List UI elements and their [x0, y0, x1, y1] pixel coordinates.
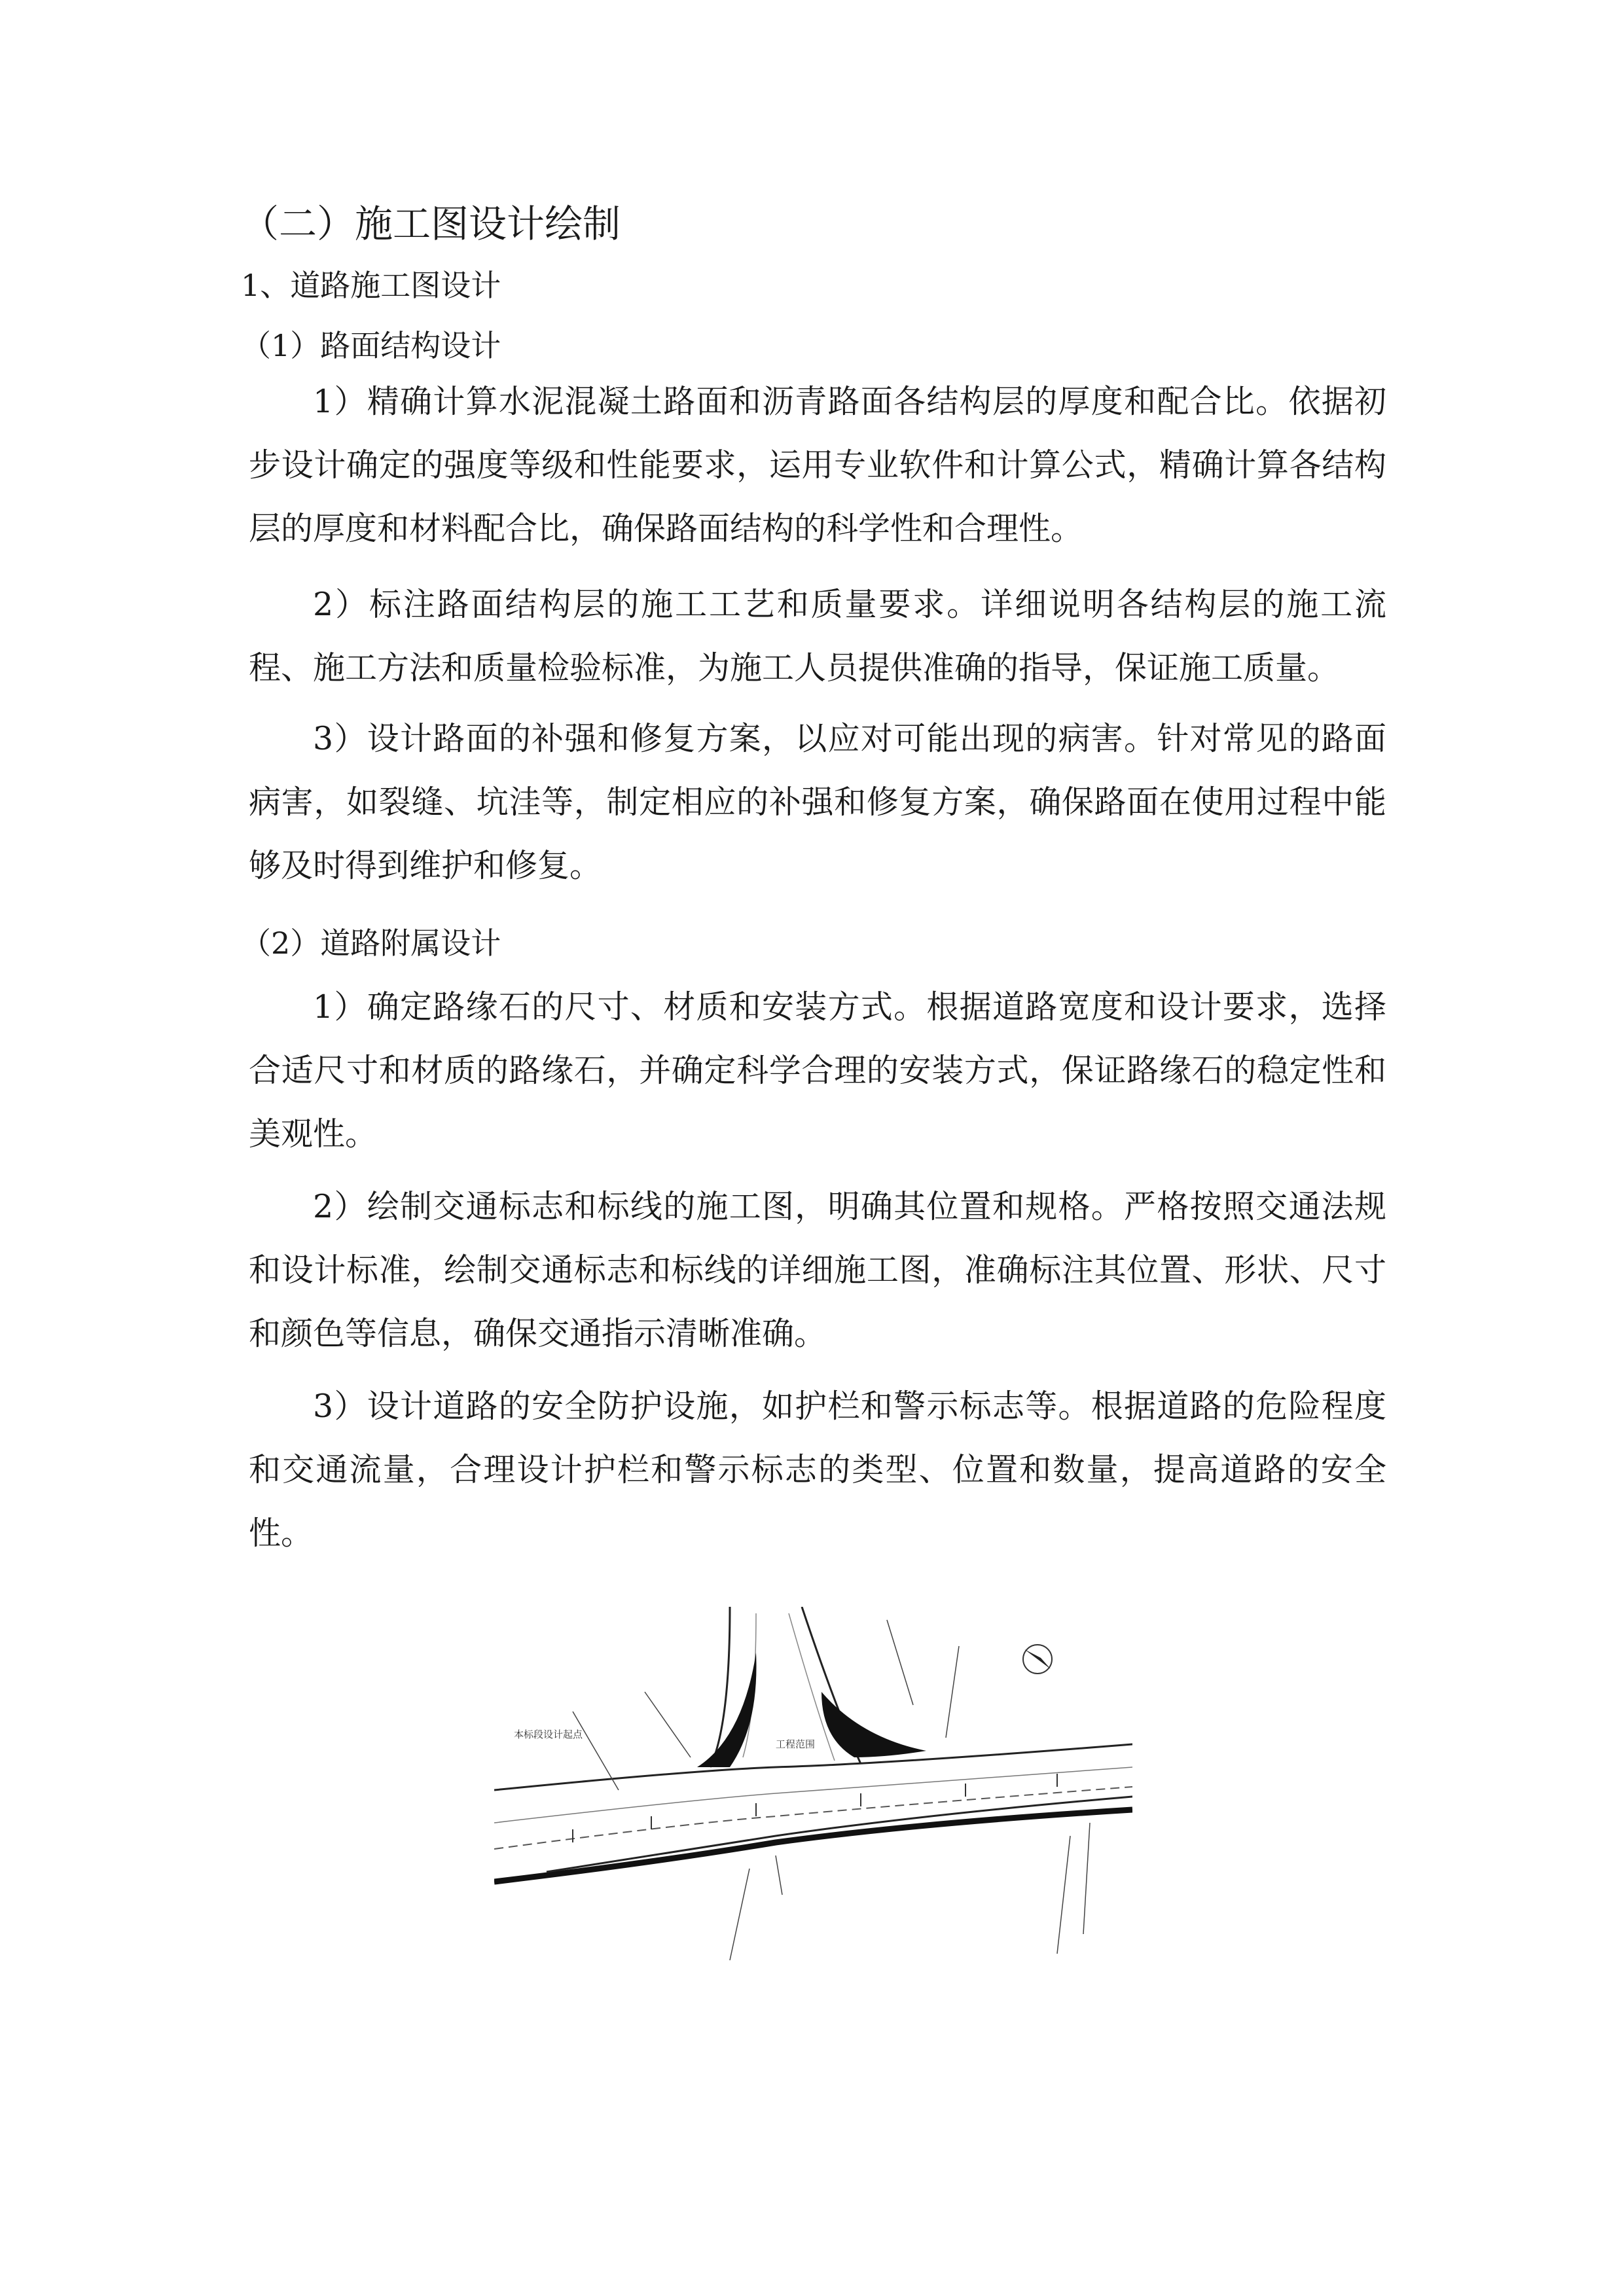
drawing-label-start: 本标段设计起点: [514, 1729, 583, 1740]
paragraph-ancillary-2: 2）绘制交通标志和标线的施工图，明确其位置和规格。严格按照交通法规和设计标准，绘制交通标志和标线的详细施工图，准确标注其位置、形状、尺寸和颜色等信息，确保交通指示清晰准确。: [249, 1188, 1386, 1352]
paragraph-pavement-2: 2）标注路面结构层的施工工艺和质量要求。详细说明各结构层的施工流程、施工方法和质量检验标准，为施工人员提供准确的指导，保证施工质量。: [249, 586, 1386, 687]
subsubsection-title-pavement: （1）路面结构设计: [241, 328, 501, 363]
paragraph-pavement-3: 3）设计路面的补强和修复方案，以应对可能出现的病害。针对常见的路面病害，如裂缝、坑洼等，制定相应的补强和修复方案，确保路面在使用过程中能够及时得到维护和修复。: [249, 720, 1386, 884]
subsubsection-title-ancillary: （2）道路附属设计: [241, 925, 501, 961]
subsection-title: 1、道路施工图设计: [241, 268, 501, 303]
paragraph-ancillary-3: 3）设计道路的安全防护设施，如护栏和警示标志等。根据道路的危险程度和交通流量，合理设计护栏和警示标志的类型、位置和数量，提高道路的安全性。: [249, 1388, 1386, 1552]
paragraph-ancillary-1: 1）确定路缘石的尺寸、材质和安装方式。根据道路宽度和设计要求，选择合适尺寸和材质的路缘石，并确定科学合理的安装方式，保证路缘石的稳定性和美观性。: [249, 988, 1386, 1153]
paragraph-pavement-1: 1）精确计算水泥混凝土路面和沥青路面各结构层的厚度和配合比。依据初步设计确定的强度等级和性能要求，运用专业软件和计算公式，精确计算各结构层的厚度和材料配合比，确保路面结构的科学性和合理性。: [249, 383, 1386, 547]
road-plan-drawing: [494, 1607, 1132, 1986]
drawing-label-scope: 工程范围: [776, 1738, 816, 1750]
section-heading: （二）施工图设计绘制: [241, 202, 621, 246]
